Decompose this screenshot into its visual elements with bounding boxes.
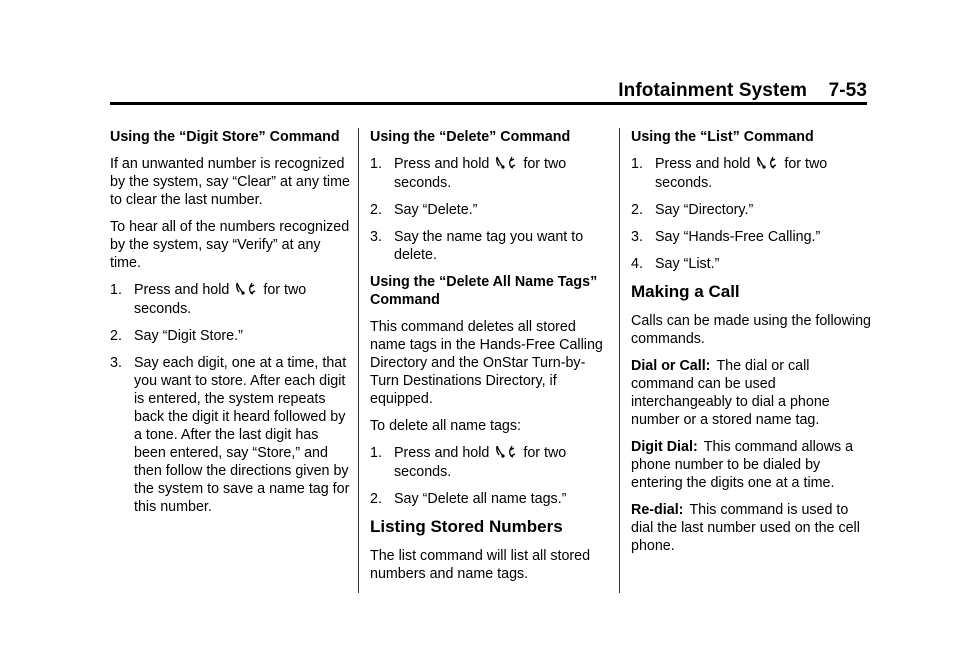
definition-item bbox=[631, 501, 871, 555]
list-item bbox=[370, 201, 610, 219]
step-text: for two seconds. bbox=[134, 282, 307, 317]
column-2 bbox=[370, 128, 610, 592]
step-number: 4. bbox=[631, 256, 643, 272]
definition-text: This command allows a phone number to be dialed by entering the digits one at a time. bbox=[631, 439, 854, 491]
step-number: 2. bbox=[370, 491, 382, 507]
paragraph: Calls can be made using the following commands. bbox=[631, 313, 872, 347]
list-item bbox=[110, 327, 350, 345]
step-number: 3. bbox=[370, 229, 382, 245]
phone-icon bbox=[246, 282, 256, 295]
phone-icon bbox=[506, 156, 516, 169]
column-3 bbox=[631, 128, 871, 564]
step-text: Press and hold bbox=[134, 282, 230, 298]
step-number: 1. bbox=[110, 282, 122, 298]
list-item bbox=[631, 201, 871, 219]
step-number: 1. bbox=[370, 156, 382, 172]
phone-icon bbox=[506, 445, 516, 458]
step-text: Say “Hands-Free Calling.” bbox=[655, 229, 821, 245]
phone-icon bbox=[767, 156, 777, 169]
column-1 bbox=[110, 128, 350, 525]
definition-text: This command is used to dial the last number used on the cell phone. bbox=[631, 502, 860, 554]
step-number: 3. bbox=[110, 355, 122, 371]
list-item bbox=[370, 155, 610, 192]
header-title bbox=[618, 80, 867, 102]
list-item bbox=[110, 354, 350, 516]
definition-term: Dial or Call: bbox=[631, 358, 711, 374]
list-item bbox=[631, 155, 871, 192]
push-to-talk-icon bbox=[235, 282, 246, 295]
paragraph: This command deletes all stored name tags in the Hands-Free Calling Directory and the OnStar Turn-by-Turn Destinations Directory, if equipped. bbox=[370, 319, 603, 407]
step-text: for two seconds. bbox=[394, 156, 567, 191]
push-to-talk-icon bbox=[495, 445, 506, 458]
paragraph: To hear all of the numbers recognized by the system, say “Verify” at any time. bbox=[110, 219, 350, 271]
column-divider bbox=[358, 128, 359, 593]
column-divider bbox=[619, 128, 620, 593]
definition-item bbox=[631, 357, 871, 429]
list-item bbox=[370, 444, 610, 481]
subheading-delete-all: Using the “Delete All Name Tags” Command bbox=[370, 274, 598, 308]
step-text: Say “Delete.” bbox=[394, 202, 478, 218]
page-number: 7-53 bbox=[828, 80, 867, 101]
step-text: for two seconds. bbox=[655, 156, 828, 191]
section-heading-listing: Listing Stored Numbers bbox=[370, 517, 563, 536]
page-header bbox=[110, 80, 867, 104]
step-text: Say “Digit Store.” bbox=[134, 328, 243, 344]
paragraph: If an unwanted number is recognized by the system, say “Clear” at any time to clear the last number. bbox=[110, 156, 350, 208]
step-text: Say each digit, one at a time, that you want to store. After each digit is entered, the system repeats back the digit it heard followed by a tone. After the last digit has been entered, say “Store,” and then follow the directions given by the system to save a name tag for this number. bbox=[134, 355, 350, 515]
step-number: 2. bbox=[110, 328, 122, 344]
button-icons bbox=[756, 156, 777, 174]
step-text: Say “Delete all name tags.” bbox=[394, 491, 567, 507]
step-text: Press and hold bbox=[394, 156, 490, 172]
step-text: for two seconds. bbox=[394, 445, 567, 480]
definition-term: Re-dial: bbox=[631, 502, 684, 518]
definition-item bbox=[631, 438, 871, 492]
step-text: Say “List.” bbox=[655, 256, 720, 272]
paragraph: To delete all name tags: bbox=[370, 418, 522, 434]
list-item bbox=[370, 490, 610, 508]
section-heading-making-call: Making a Call bbox=[631, 282, 740, 301]
step-number: 3. bbox=[631, 229, 643, 245]
subheading-list: Using the “List” Command bbox=[631, 129, 814, 145]
step-number: 1. bbox=[370, 445, 382, 461]
section-title: Infotainment System bbox=[618, 80, 808, 101]
button-icons bbox=[495, 445, 516, 463]
button-icons bbox=[495, 156, 516, 174]
header-rule bbox=[110, 102, 867, 105]
list-item bbox=[631, 255, 871, 273]
push-to-talk-icon bbox=[495, 156, 506, 169]
list-item bbox=[631, 228, 871, 246]
step-text: Press and hold bbox=[655, 156, 751, 172]
definition-term: Digit Dial: bbox=[631, 439, 698, 455]
step-text: Say “Directory.” bbox=[655, 202, 754, 218]
step-number: 1. bbox=[631, 156, 643, 172]
step-text: Press and hold bbox=[394, 445, 490, 461]
subheading-digit-store: Using the “Digit Store” Command bbox=[110, 129, 340, 145]
definition-text: The dial or call command can be used interchangeably to dial a phone number or a stored name tag. bbox=[631, 358, 830, 428]
push-to-talk-icon bbox=[756, 156, 767, 169]
paragraph: The list command will list all stored numbers and name tags. bbox=[370, 548, 591, 582]
step-text: Say the name tag you want to delete. bbox=[394, 229, 584, 263]
subheading-delete: Using the “Delete” Command bbox=[370, 129, 571, 145]
list-item bbox=[110, 281, 350, 318]
list-item bbox=[370, 228, 610, 264]
step-number: 2. bbox=[370, 202, 382, 218]
step-number: 2. bbox=[631, 202, 643, 218]
button-icons bbox=[235, 282, 256, 300]
